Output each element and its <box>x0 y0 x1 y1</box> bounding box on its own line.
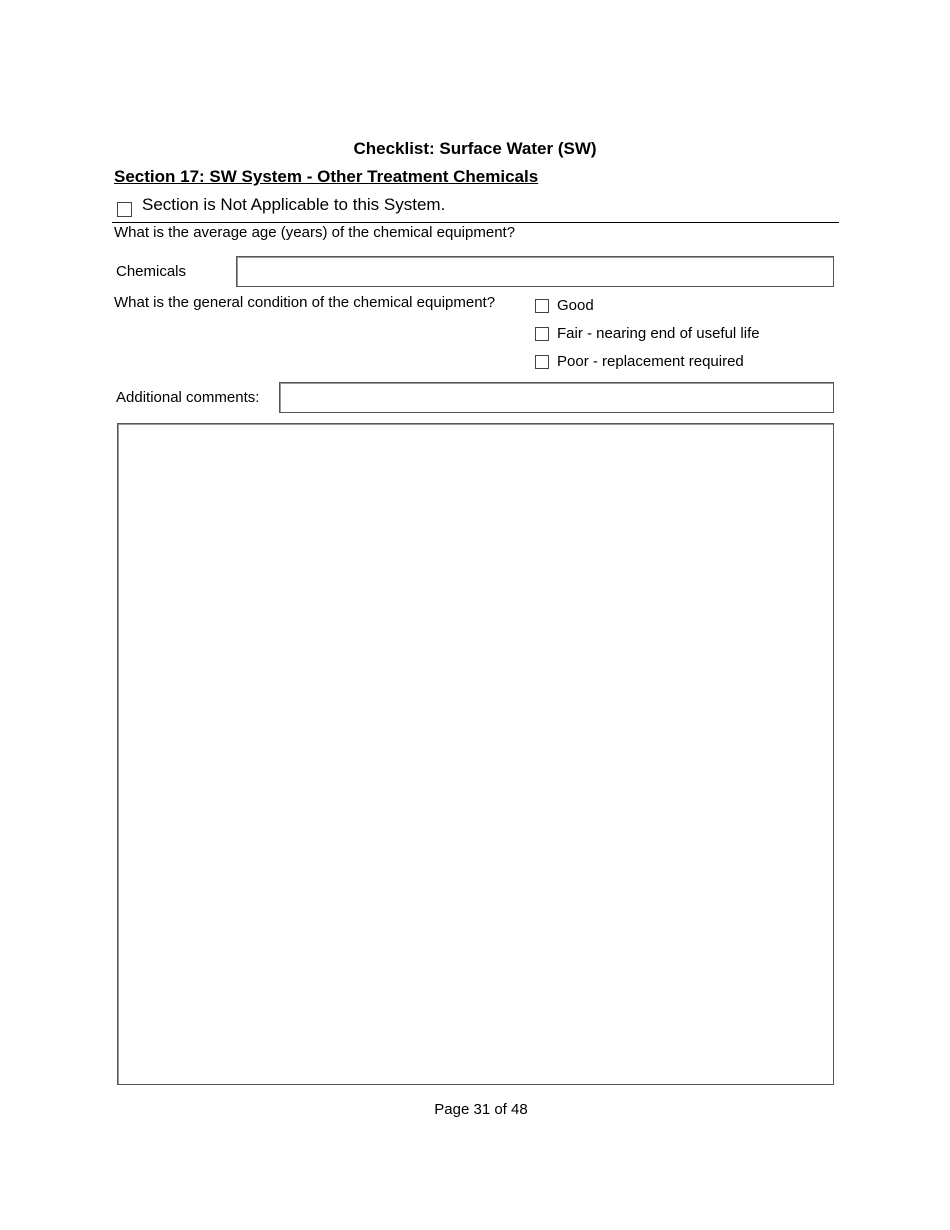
additional-comments-field[interactable] <box>279 382 834 413</box>
not-applicable-label: Section is Not Applicable to this System. <box>142 195 446 214</box>
question-condition: What is the general condition of the chemical equipment? <box>114 294 496 311</box>
question-average-age: What is the average age (years) of the chemical equipment? <box>114 224 516 241</box>
condition-good-checkbox[interactable] <box>535 299 549 313</box>
additional-comments-label: Additional comments: <box>116 389 260 406</box>
chemicals-age-field[interactable] <box>236 256 834 287</box>
section-divider <box>112 222 839 223</box>
not-applicable-checkbox[interactable] <box>117 202 132 217</box>
condition-poor-checkbox[interactable] <box>535 355 549 369</box>
section-heading: Section 17: SW System - Other Treatment Chemicals <box>114 167 539 186</box>
chemicals-label: Chemicals <box>116 263 187 280</box>
document-title: Checklist: Surface Water (SW) <box>353 139 597 158</box>
condition-fair-label: Fair - nearing end of useful life <box>557 325 760 342</box>
condition-poor-label: Poor - replacement required <box>557 353 744 370</box>
condition-fair-checkbox[interactable] <box>535 327 549 341</box>
page-number: Page 31 of 48 <box>434 1101 528 1118</box>
comments-text-area[interactable] <box>117 423 834 1085</box>
condition-good-label: Good <box>557 297 594 314</box>
